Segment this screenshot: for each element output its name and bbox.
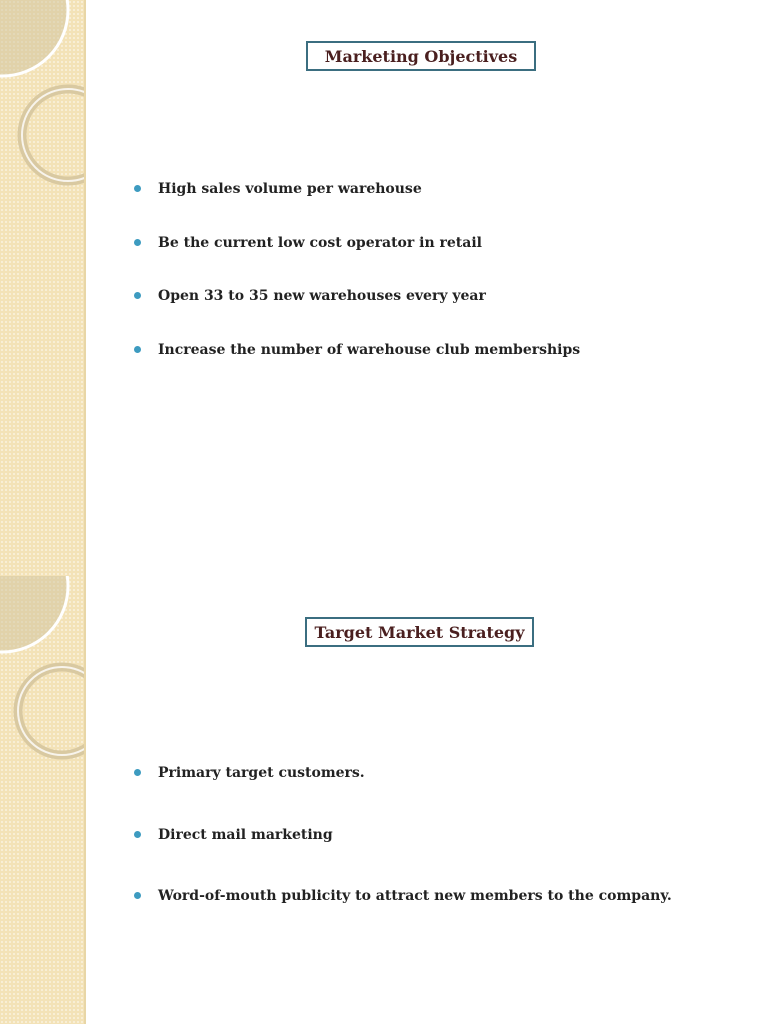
list-item-text: Direct mail marketing <box>158 826 333 843</box>
list-item <box>134 827 672 889</box>
decorative-rings-icon <box>0 576 84 1024</box>
decorative-rings-icon <box>0 0 84 576</box>
bullet-icon <box>134 769 141 776</box>
list-item <box>134 288 580 342</box>
list-item <box>134 235 580 289</box>
bullet-icon <box>134 831 141 838</box>
list-item <box>134 181 580 235</box>
list-item-text: Be the current low cost operator in retail <box>158 234 482 251</box>
bullet-icon <box>134 292 141 299</box>
list-item-text: Open 33 to 35 new warehouses every year <box>158 288 486 304</box>
slide-title: Marketing Objectives <box>306 41 536 71</box>
list-item-text: Increase the number of warehouse club memberships <box>158 341 581 358</box>
bullet-icon <box>134 346 141 353</box>
list-item-text: Word-of-mouth publicity to attract new members to the company. <box>158 888 672 904</box>
list-item-text: High sales volume per warehouse <box>158 181 422 197</box>
bullet-icon <box>134 185 141 192</box>
slide-title: Target Market Strategy <box>305 617 534 647</box>
bullet-icon <box>134 892 141 899</box>
bullet-list <box>134 181 580 395</box>
bullet-list <box>134 765 672 950</box>
list-item <box>134 342 580 396</box>
decorative-sidebar <box>0 0 86 576</box>
list-item-text: Primary target customers. <box>158 765 365 781</box>
slide-target-market-strategy <box>0 576 768 1024</box>
list-item <box>134 888 672 950</box>
list-item <box>134 765 672 827</box>
bullet-icon <box>134 239 141 246</box>
decorative-sidebar <box>0 576 86 1024</box>
